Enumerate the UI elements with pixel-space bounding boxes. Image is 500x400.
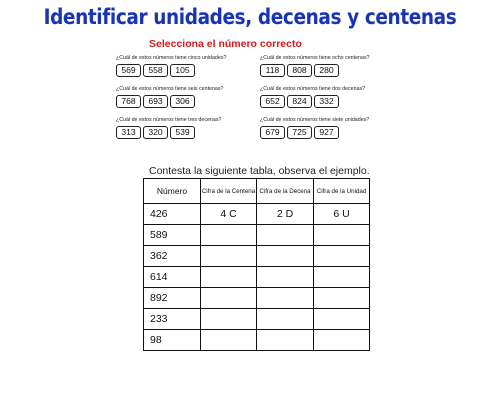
- option-button[interactable]: 725: [287, 126, 312, 139]
- options-row: [116, 95, 236, 108]
- table-row: [144, 204, 370, 225]
- option-button[interactable]: 320: [143, 126, 168, 139]
- unidad-input-cell[interactable]: [314, 267, 370, 288]
- number-cell: 98: [144, 330, 201, 351]
- question-block: [116, 86, 236, 108]
- option-button[interactable]: 768: [116, 95, 141, 108]
- decena-input-cell[interactable]: [257, 225, 314, 246]
- question-text: ¿Cuál de estos números tiene cinco unidades?: [116, 55, 227, 61]
- centena-input-cell[interactable]: [201, 267, 257, 288]
- option-button[interactable]: 652: [260, 95, 285, 108]
- header-decena: Cifra de la Decena: [257, 179, 314, 204]
- question-text: ¿Cuál de estos números tiene ocho centenas?: [260, 55, 370, 61]
- question-block: [260, 86, 380, 108]
- options-row: [260, 64, 380, 77]
- header-numero: Número: [144, 179, 201, 204]
- number-cell: 614: [144, 267, 201, 288]
- decena-input-cell[interactable]: [257, 288, 314, 309]
- centena-input-cell[interactable]: [201, 225, 257, 246]
- option-button[interactable]: 313: [116, 126, 141, 139]
- question-block: [260, 55, 380, 77]
- option-button[interactable]: 332: [314, 95, 339, 108]
- decena-input-cell[interactable]: [257, 309, 314, 330]
- unidad-input-cell[interactable]: [314, 330, 370, 351]
- header-unidad: Cifra de la Unidad: [314, 179, 370, 204]
- decena-input-cell[interactable]: [257, 246, 314, 267]
- table-row: [144, 246, 370, 267]
- unidad-input-cell[interactable]: [314, 288, 370, 309]
- place-value-table: [143, 178, 370, 351]
- table-header-row: [144, 179, 370, 204]
- page-title: Identificar unidades, decenas y centenas: [43, 5, 457, 30]
- option-button[interactable]: 679: [260, 126, 285, 139]
- table-instruction: Contesta la siguiente tabla, observa el ejemplo.: [149, 165, 370, 177]
- table-row: [144, 309, 370, 330]
- decena-input-cell[interactable]: [257, 267, 314, 288]
- header-centena: Cifra de la Centena: [201, 179, 257, 204]
- question-block: [260, 117, 380, 139]
- question-block: [116, 55, 236, 77]
- option-button[interactable]: 539: [170, 126, 195, 139]
- table-row: [144, 267, 370, 288]
- number-cell: 426: [144, 204, 201, 225]
- option-button[interactable]: 808: [287, 64, 312, 77]
- question-text: ¿Cuál de estos números tiene tres decenas?: [116, 117, 222, 123]
- unidad-input-cell[interactable]: [314, 309, 370, 330]
- option-button[interactable]: 693: [143, 95, 168, 108]
- option-button[interactable]: 105: [170, 64, 195, 77]
- option-button[interactable]: 569: [116, 64, 141, 77]
- options-row: [260, 126, 380, 139]
- number-cell: 233: [144, 309, 201, 330]
- section-subtitle: Selecciona el número correcto: [149, 38, 302, 50]
- centena-input-cell[interactable]: [201, 309, 257, 330]
- options-row: [116, 126, 236, 139]
- centena-input-cell[interactable]: [201, 288, 257, 309]
- table-row: [144, 225, 370, 246]
- options-row: [116, 64, 236, 77]
- number-cell: 589: [144, 225, 201, 246]
- decena-cell: 2 D: [257, 204, 314, 225]
- option-button[interactable]: 558: [143, 64, 168, 77]
- unidad-input-cell[interactable]: [314, 225, 370, 246]
- option-button[interactable]: 306: [170, 95, 195, 108]
- unidad-cell: 6 U: [314, 204, 370, 225]
- centena-input-cell[interactable]: [201, 246, 257, 267]
- unidad-input-cell[interactable]: [314, 246, 370, 267]
- question-text: ¿Cuál de estos números tiene siete unidades?: [260, 117, 370, 123]
- option-button[interactable]: 927: [314, 126, 339, 139]
- decena-input-cell[interactable]: [257, 330, 314, 351]
- question-text: ¿Cuál de estos números tiene dos decenas?: [260, 86, 366, 92]
- question-text: ¿Cuál de estos números tiene seis centenas?: [116, 86, 224, 92]
- centena-cell: 4 C: [201, 204, 257, 225]
- table-row: [144, 330, 370, 351]
- question-block: [116, 117, 236, 139]
- option-button[interactable]: 118: [260, 64, 285, 77]
- centena-input-cell[interactable]: [201, 330, 257, 351]
- option-button[interactable]: 280: [314, 64, 339, 77]
- number-cell: 362: [144, 246, 201, 267]
- options-row: [260, 95, 380, 108]
- option-button[interactable]: 824: [287, 95, 312, 108]
- table-row: [144, 288, 370, 309]
- number-cell: 892: [144, 288, 201, 309]
